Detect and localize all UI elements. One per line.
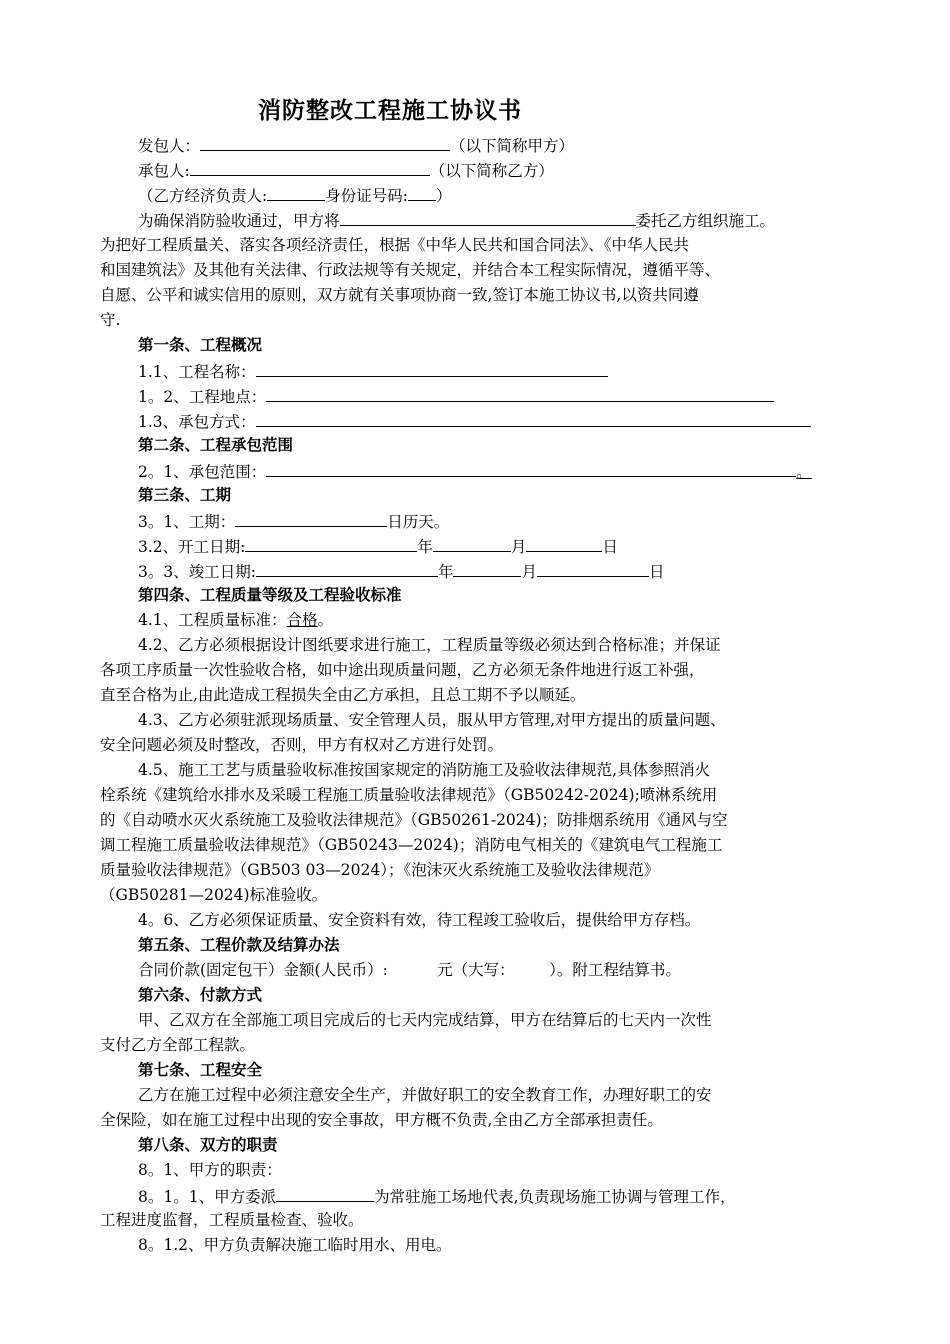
clause-4-2-line-3: 直至合格为止,由此造成工程损失全由乙方承担，且总工期不予以顺延。	[100, 686, 586, 704]
party-b-label: 承包人:	[138, 162, 190, 180]
project-blank	[340, 209, 636, 226]
payment-line-1: 甲、乙双方在全部施工项目完成后的七天内完成结算，甲方在结算后的七天内一次性	[138, 1011, 712, 1029]
party-a-suffix: （以下简称甲方）	[450, 137, 575, 155]
clause-4-5-line-5: 质量验收法律规范》（GB503 03—2024）；《泡沫灭火系统施工及验收法律规范》	[100, 861, 660, 879]
representative-blank	[276, 1185, 374, 1202]
project-location-label: 1。2、工程地点：	[138, 388, 267, 406]
project-location-line	[138, 385, 774, 407]
duration-blank	[235, 510, 387, 527]
econ-blank	[267, 184, 325, 201]
scope-label: 2。1、承包范围：	[138, 463, 267, 481]
scope-end: 。	[796, 463, 812, 481]
clause-8-1-1-line-2: 工程进度监督，工程质量检查、验收。	[100, 1211, 364, 1229]
project-name-label: 1.1、工程名称：	[138, 363, 256, 381]
clause-8-1-2-line: 8。1.2、甲方负责解决施工临时用水、用电。	[138, 1236, 452, 1254]
section-1-heading: 第一条、工程概况	[138, 336, 263, 354]
clause-4-6-line: 4。6、乙方必须保证质量、安全资料有效，待工程竣工验收后，提供给甲方存档。	[138, 911, 701, 929]
id-blank	[408, 184, 436, 201]
econ-close: ）	[435, 187, 452, 205]
quality-standard-label: 4.1、工程质量标准：	[138, 611, 287, 629]
contract-price-line: 合同价款(固定包干）金额(人民币）: 元（大写： ）。附工程结算书。	[138, 961, 681, 979]
duration-line	[138, 510, 449, 532]
section-7-heading: 第七条、工程安全	[138, 1061, 263, 1079]
clause-4-5-line-2: 栓系统《建筑给水排水及采暖工程施工质量验收法律规范》（GB50242-2024);喷淋系统用	[100, 786, 718, 804]
section-3-heading: 第三条、工期	[138, 486, 232, 504]
start-month-label: 月	[510, 538, 527, 556]
clause-4-5-line-6: （GB50281—2024)标准验收。	[100, 886, 328, 904]
duration-unit: 日历天。	[387, 513, 450, 531]
clause-4-3-line-2: 安全问题必须及时整改，否则，甲方有权对乙方进行处罚。	[100, 736, 504, 754]
section-8-heading: 第八条、双方的职责	[138, 1136, 278, 1154]
project-location-blank	[266, 385, 774, 402]
clause-4-2-line-2: 各项工序质量一次性验收合格，如中途出现质量问题，乙方必须无条件地进行返工补强，	[100, 661, 705, 679]
contract-mode-blank	[256, 410, 811, 427]
purpose-line-4: 自愿、公平和诚实信用的原则，双方就有关事项协商一致,签订本施工协议书,以资共同遵	[100, 286, 699, 304]
end-month-label: 月	[521, 563, 537, 581]
clause-4-5-line-3: 的《自动喷水灭火系统施工及验收法律规范》（GB50261-2024)；防排烟系统用《通风与空	[100, 811, 728, 829]
end-month-blank	[453, 560, 521, 577]
end-day-label: 日	[648, 563, 665, 581]
quality-standard-end: 。	[317, 611, 334, 629]
party-a-blank	[200, 134, 450, 151]
scope-line	[138, 460, 812, 482]
party-b-blank	[190, 159, 430, 176]
start-year-label: 年	[417, 538, 433, 556]
end-year-blank	[256, 560, 438, 577]
start-month-blank	[433, 535, 511, 552]
party-a-duties-line: 8。1、甲方的职责：	[138, 1161, 282, 1179]
id-label: 身份证号码:	[325, 187, 408, 205]
party-a-label: 发包人：	[138, 137, 201, 155]
project-name-line	[138, 360, 608, 382]
end-date-label: 3。3、竣工日期:	[138, 563, 256, 581]
start-date-line	[138, 535, 618, 557]
start-day-blank	[526, 535, 602, 552]
safety-line-2: 全保险，如在施工过程中出现的安全事故，甲方概不负责,全由乙方全部承担责任。	[100, 1111, 663, 1129]
clause-4-5-line-4: 调工程施工质量验收法律规范》（GB50243—2024)；消防电气相关的《建筑电气工程施工	[100, 836, 723, 854]
start-date-label: 3.2、开工日期:	[138, 538, 246, 556]
clause-8-1-1-line-1	[138, 1185, 736, 1207]
clause-4-2-line-1: 4.2、乙方必须根据设计图纸要求进行施工，工程质量等级必须达到合格标准；并保证	[138, 636, 721, 654]
project-name-blank	[256, 360, 608, 377]
economic-manager-line	[138, 184, 451, 206]
purpose-line-5: 守.	[100, 311, 121, 329]
purpose-line-1	[138, 209, 775, 231]
party-a-line	[138, 134, 574, 156]
document-title: 消防整改工程施工协议书	[258, 98, 522, 124]
start-day-label: 日	[602, 538, 618, 556]
purpose-text-b: 委托乙方组织施工。	[635, 212, 776, 230]
section-4-heading: 第四条、工程质量等级及工程验收标准	[138, 586, 402, 604]
contract-mode-line	[138, 410, 811, 432]
section-5-heading: 第五条、工程价款及结算办法	[138, 936, 340, 954]
quality-standard-value: 合格	[286, 611, 318, 629]
purpose-line-3: 和国建筑法》及其他有关法律、行政法规等有关规定，并结合本工程实际情况，遵循平等、	[100, 261, 721, 279]
payment-line-2: 支付乙方全部工程款。	[100, 1036, 256, 1054]
party-b-suffix: （以下简称乙方）	[429, 162, 554, 180]
start-year-blank	[245, 535, 417, 552]
econ-label: （乙方经济负责人:	[138, 187, 268, 205]
end-year-label: 年	[437, 563, 454, 581]
party-b-line	[138, 159, 554, 181]
clause-8-1-1-text-b: 为常驻施工场地代表,负责现场施工协调与管理工作，	[374, 1188, 736, 1206]
purpose-text-a: 为确保消防验收通过，甲方将	[138, 212, 340, 230]
section-6-heading: 第六条、付款方式	[138, 986, 263, 1004]
scope-blank	[266, 460, 796, 477]
end-day-blank	[537, 560, 649, 577]
quality-standard-line	[138, 610, 333, 630]
clause-4-5-line-1: 4.5、施工工艺与质量验收标准按国家规定的消防施工及验收法律规范,具体参照消火	[138, 761, 711, 779]
section-2-heading: 第二条、工程承包范围	[138, 436, 294, 454]
clause-4-3-line-1: 4.3、乙方必须驻派现场质量、安全管理人员，服从甲方管理,对甲方提出的质量问题、	[138, 711, 726, 729]
contract-mode-label: 1.3、承包方式：	[138, 413, 256, 431]
clause-8-1-1-text-a: 8。1。1、甲方委派	[138, 1188, 277, 1206]
purpose-line-2: 为把好工程质量关、落实各项经济责任，根据《中华人民共和国合同法》、《中华人民共	[100, 236, 690, 254]
safety-line-1: 乙方在施工过程中必须注意安全生产，并做好职工的安全教育工作，办理好职工的安	[138, 1086, 712, 1104]
duration-label: 3。1、工期：	[138, 513, 236, 531]
end-date-line	[138, 560, 665, 582]
